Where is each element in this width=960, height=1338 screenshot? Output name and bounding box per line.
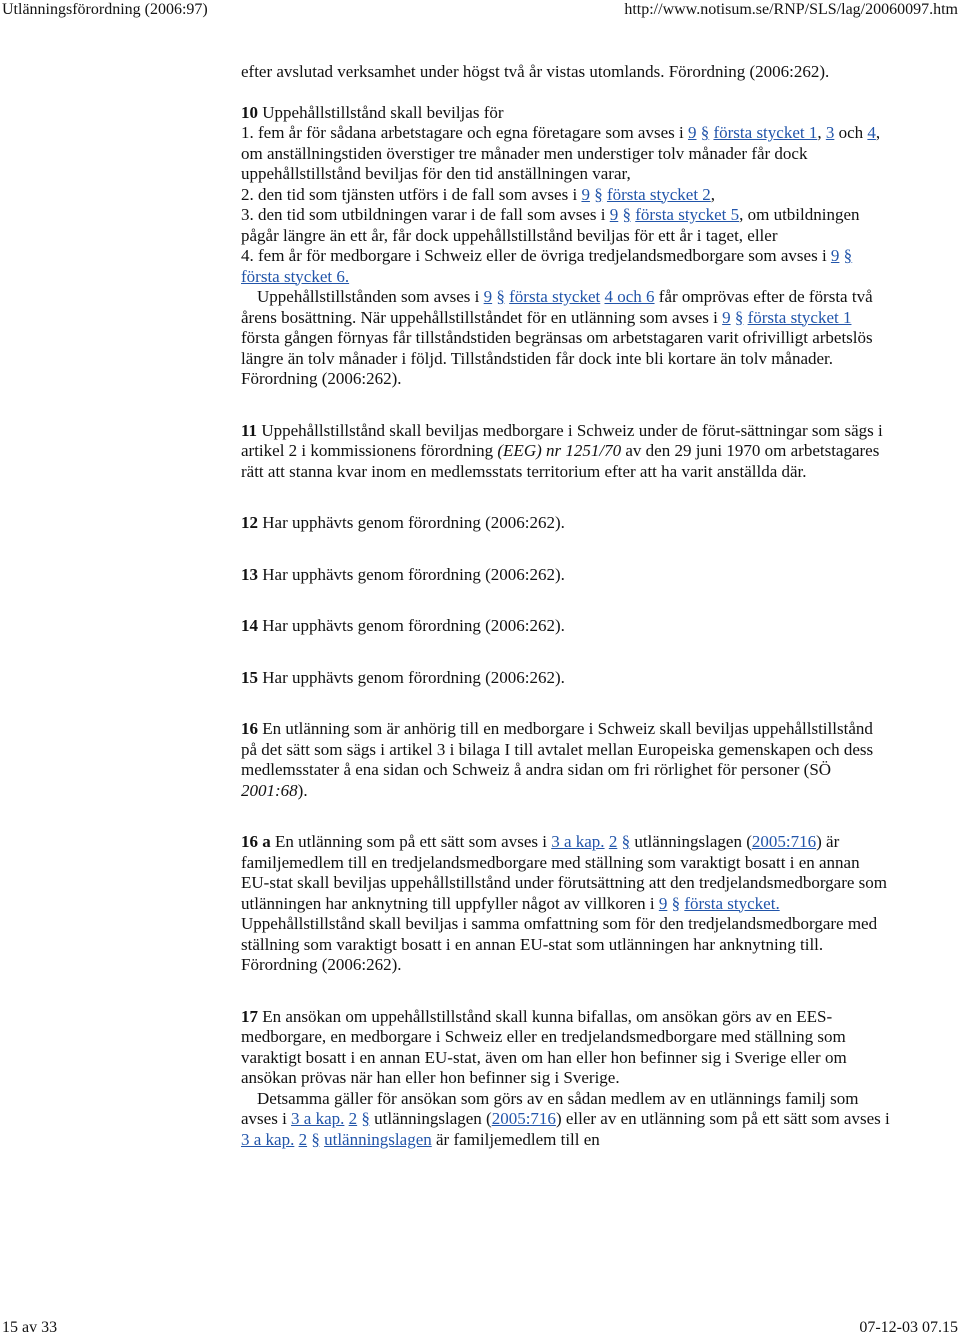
section-17-paragraph-1: 17 En ansökan om uppehållstillstånd skall kunna bifallas, om ansökan görs av en EES-medborgare, en medborgare i Schweiz eller en tredjelandsmedborgare med ställning som varaktigt bosatt i en annan EU-stat, även om han eller hon befinner sig i Sverige eller om ansökan prövas när han eller hon befinner sig i Sverige. [241,1006,847,1087]
link-forsta-stycket-2[interactable]: första stycket 2 [606,184,711,204]
page-url: http://www.notisum.se/RNP/SLS/lag/20060097.htm [624,1,958,18]
link-forsta-stycket-1[interactable]: första stycket 1 [713,123,818,142]
page-footer [0,1318,960,1338]
list-item-3: 3. den tid som utbildningen varar i de fall som avses i 9 § första stycket 5, om utbildningen pågår längre än ett år, får dock uppehållstillstånd beviljas för ett år i taget, eller [241,205,860,245]
link-2[interactable]: 2 [608,832,618,851]
link-9[interactable]: 9 [830,246,840,265]
document-title: Utlänningsförordning (2006:97) [2,1,208,18]
document-body [241,62,891,1150]
section-number: 12 [241,513,258,532]
link-9[interactable]: 9 [722,307,731,327]
link-3a-kap[interactable]: 3 a kap. [241,1129,295,1149]
section-number: 17 [241,1006,258,1026]
link-2005-716[interactable]: 2005:716 [751,832,817,851]
link-3[interactable]: 3 [825,123,835,142]
section-10-paragraph-2: Uppehållstillstånden som avses i 9 § första stycket 4 och 6 får omprövas efter de första två årens bosättning. När uppehållstillståndet för en utlänning som avses i 9 § första stycket 1 första gången förnyas får tillståndstiden begränsas om arbetstagaren varit ofrivilligt arbetslös längre än tolv månader i följd. Tillståndstiden får dock inte bli kortare än tolv månader. Förordning (2006:262). [241,287,873,388]
link-3a-kap[interactable]: 3 a kap. [291,1109,345,1128]
link-utlanningslagen[interactable]: utlänningslagen [324,1129,432,1149]
page-counter: 15 av 33 [2,1319,58,1336]
print-timestamp: 07-12-03 07.15 [859,1319,958,1336]
link-9[interactable]: 9 [581,184,590,204]
section-number: 13 [241,564,258,584]
link-forsta-stycket-1[interactable]: första stycket 1 [747,307,852,327]
section-symbol-link[interactable]: § [622,205,631,224]
section-symbol-link[interactable]: § [594,184,603,204]
section-10-lead: 10 Uppehållstillstånd skall beviljas för [241,102,504,122]
intro-paragraph: efter avslutad verksamhet under högst två år vistas utomlands. Förordning (2006:262). [241,62,830,81]
link-forsta-stycket-6[interactable]: första stycket 6. [241,266,350,286]
link-2[interactable]: 2 [348,1109,358,1128]
link-4[interactable]: 4 [867,123,876,142]
section-symbol-link[interactable]: § [361,1109,370,1128]
list-item-2: 2. den tid som tjänsten utförs i de fall som avses i 9 § första stycket 2, [241,184,716,204]
section-number: 11 [241,420,258,440]
link-2[interactable]: 2 [298,1129,308,1149]
section-symbol-link[interactable]: § [496,287,505,306]
link-forsta-stycket-5[interactable]: första stycket 5 [635,205,740,224]
section-17 [241,1007,891,1151]
section-number: 14 [241,616,258,635]
section-16a: 16 a En utlänning som på ett sätt som avses i 3 a kap. 2 § utlänningslagen (2005:716) är familjemedlem till en tredjelandsmedborgare med ställning som varaktigt bosatt i en annan EU-stat skall beviljas uppehållstillstånd under förutsättning att den tredjelandsmedborgare som utlänningen har anknytning till uppfyller något av villkoren i 9 § första stycket. Uppehållstillstånd skall beviljas i samma omfattning som för den tredjelandsmedborgare med ställning som varaktigt bosatt i en annan EU-stat som utlänningen har anknytning till. Förordning (2006:262). [241,832,888,974]
section-13: 13 Har upphävts genom förordning (2006:262). [241,564,565,584]
list-item-4: 4. fem år för medborgare i Schweiz eller de övriga tredjelandsmedborgare som avses i 9 § första stycket 6. [241,246,853,286]
section-symbol-link[interactable]: § [671,893,681,913]
section-number: 10 [241,102,258,122]
list-item-1: 1. fem år för sådana arbetstagare och egna företagare som avses i 9 § första stycket 1, 3 och 4, om anställningstiden överstiger tre månader men understiger tolv månader får dock uppehållstillstånd beviljas för den tid anställningen varar, [241,123,881,183]
link-9[interactable]: 9 [687,123,697,142]
link-9[interactable]: 9 [658,893,668,913]
section-14: 14 Har upphävts genom förordning (2006:262). [241,616,565,635]
link-3a-kap[interactable]: 3 a kap. [551,832,605,851]
link-9[interactable]: 9 [609,205,619,224]
page-header [0,0,960,20]
section-symbol-link[interactable]: § [621,832,631,851]
section-number: 16 a [241,832,271,851]
section-number: 16 [241,719,258,738]
section-12: 12 Har upphävts genom förordning (2006:262). [241,513,565,532]
section-symbol-link[interactable]: § [843,246,853,265]
section-11: 11 Uppehållstillstånd skall beviljas medborgare i Schweiz under de förut-sättningar som sägs i artikel 2 i kommissionens förordning (EEG) nr 1251/70 av den 29 juni 1970 om arbetstagares rätt att stanna kvar inom en medlemsstats territorium efter att ha varit anställda där. [241,420,883,481]
section-symbol-link[interactable]: § [734,307,744,327]
link-2005-716[interactable]: 2005:716 [491,1109,556,1128]
section-10 [241,103,891,390]
link-forsta-stycket[interactable]: första stycket. [684,893,780,913]
link-4-och-6[interactable]: 4 och 6 [604,287,655,306]
section-16: 16 En utlänning som är anhörig till en medborgare i Schweiz skall beviljas uppehållstillstånd på det sätt som sägs i artikel 3 i bilaga I till avtalet mellan Europeiska gemenskapen och dess medlemsstater å ena sidan och Schweiz å andra sidan om fri rörlighet för personer (SÖ 2001:68). [241,719,874,800]
link-forsta-stycket[interactable]: första stycket [509,287,601,306]
link-9[interactable]: 9 [483,287,493,306]
section-symbol-link[interactable]: § [700,123,710,142]
section-number: 15 [241,667,258,687]
section-17-paragraph-2: Detsamma gäller för ansökan som görs av en sådan medlem av en utlännings familj som avses i 3 a kap. 2 § utlänningslagen (2005:716) eller av en utlänning som på ett sätt som avses i 3 a kap. 2 § utlänningslagen är familjemedlem till en [241,1088,890,1149]
section-symbol-link[interactable]: § [311,1129,320,1149]
section-15: 15 Har upphävts genom förordning (2006:262). [241,667,565,687]
